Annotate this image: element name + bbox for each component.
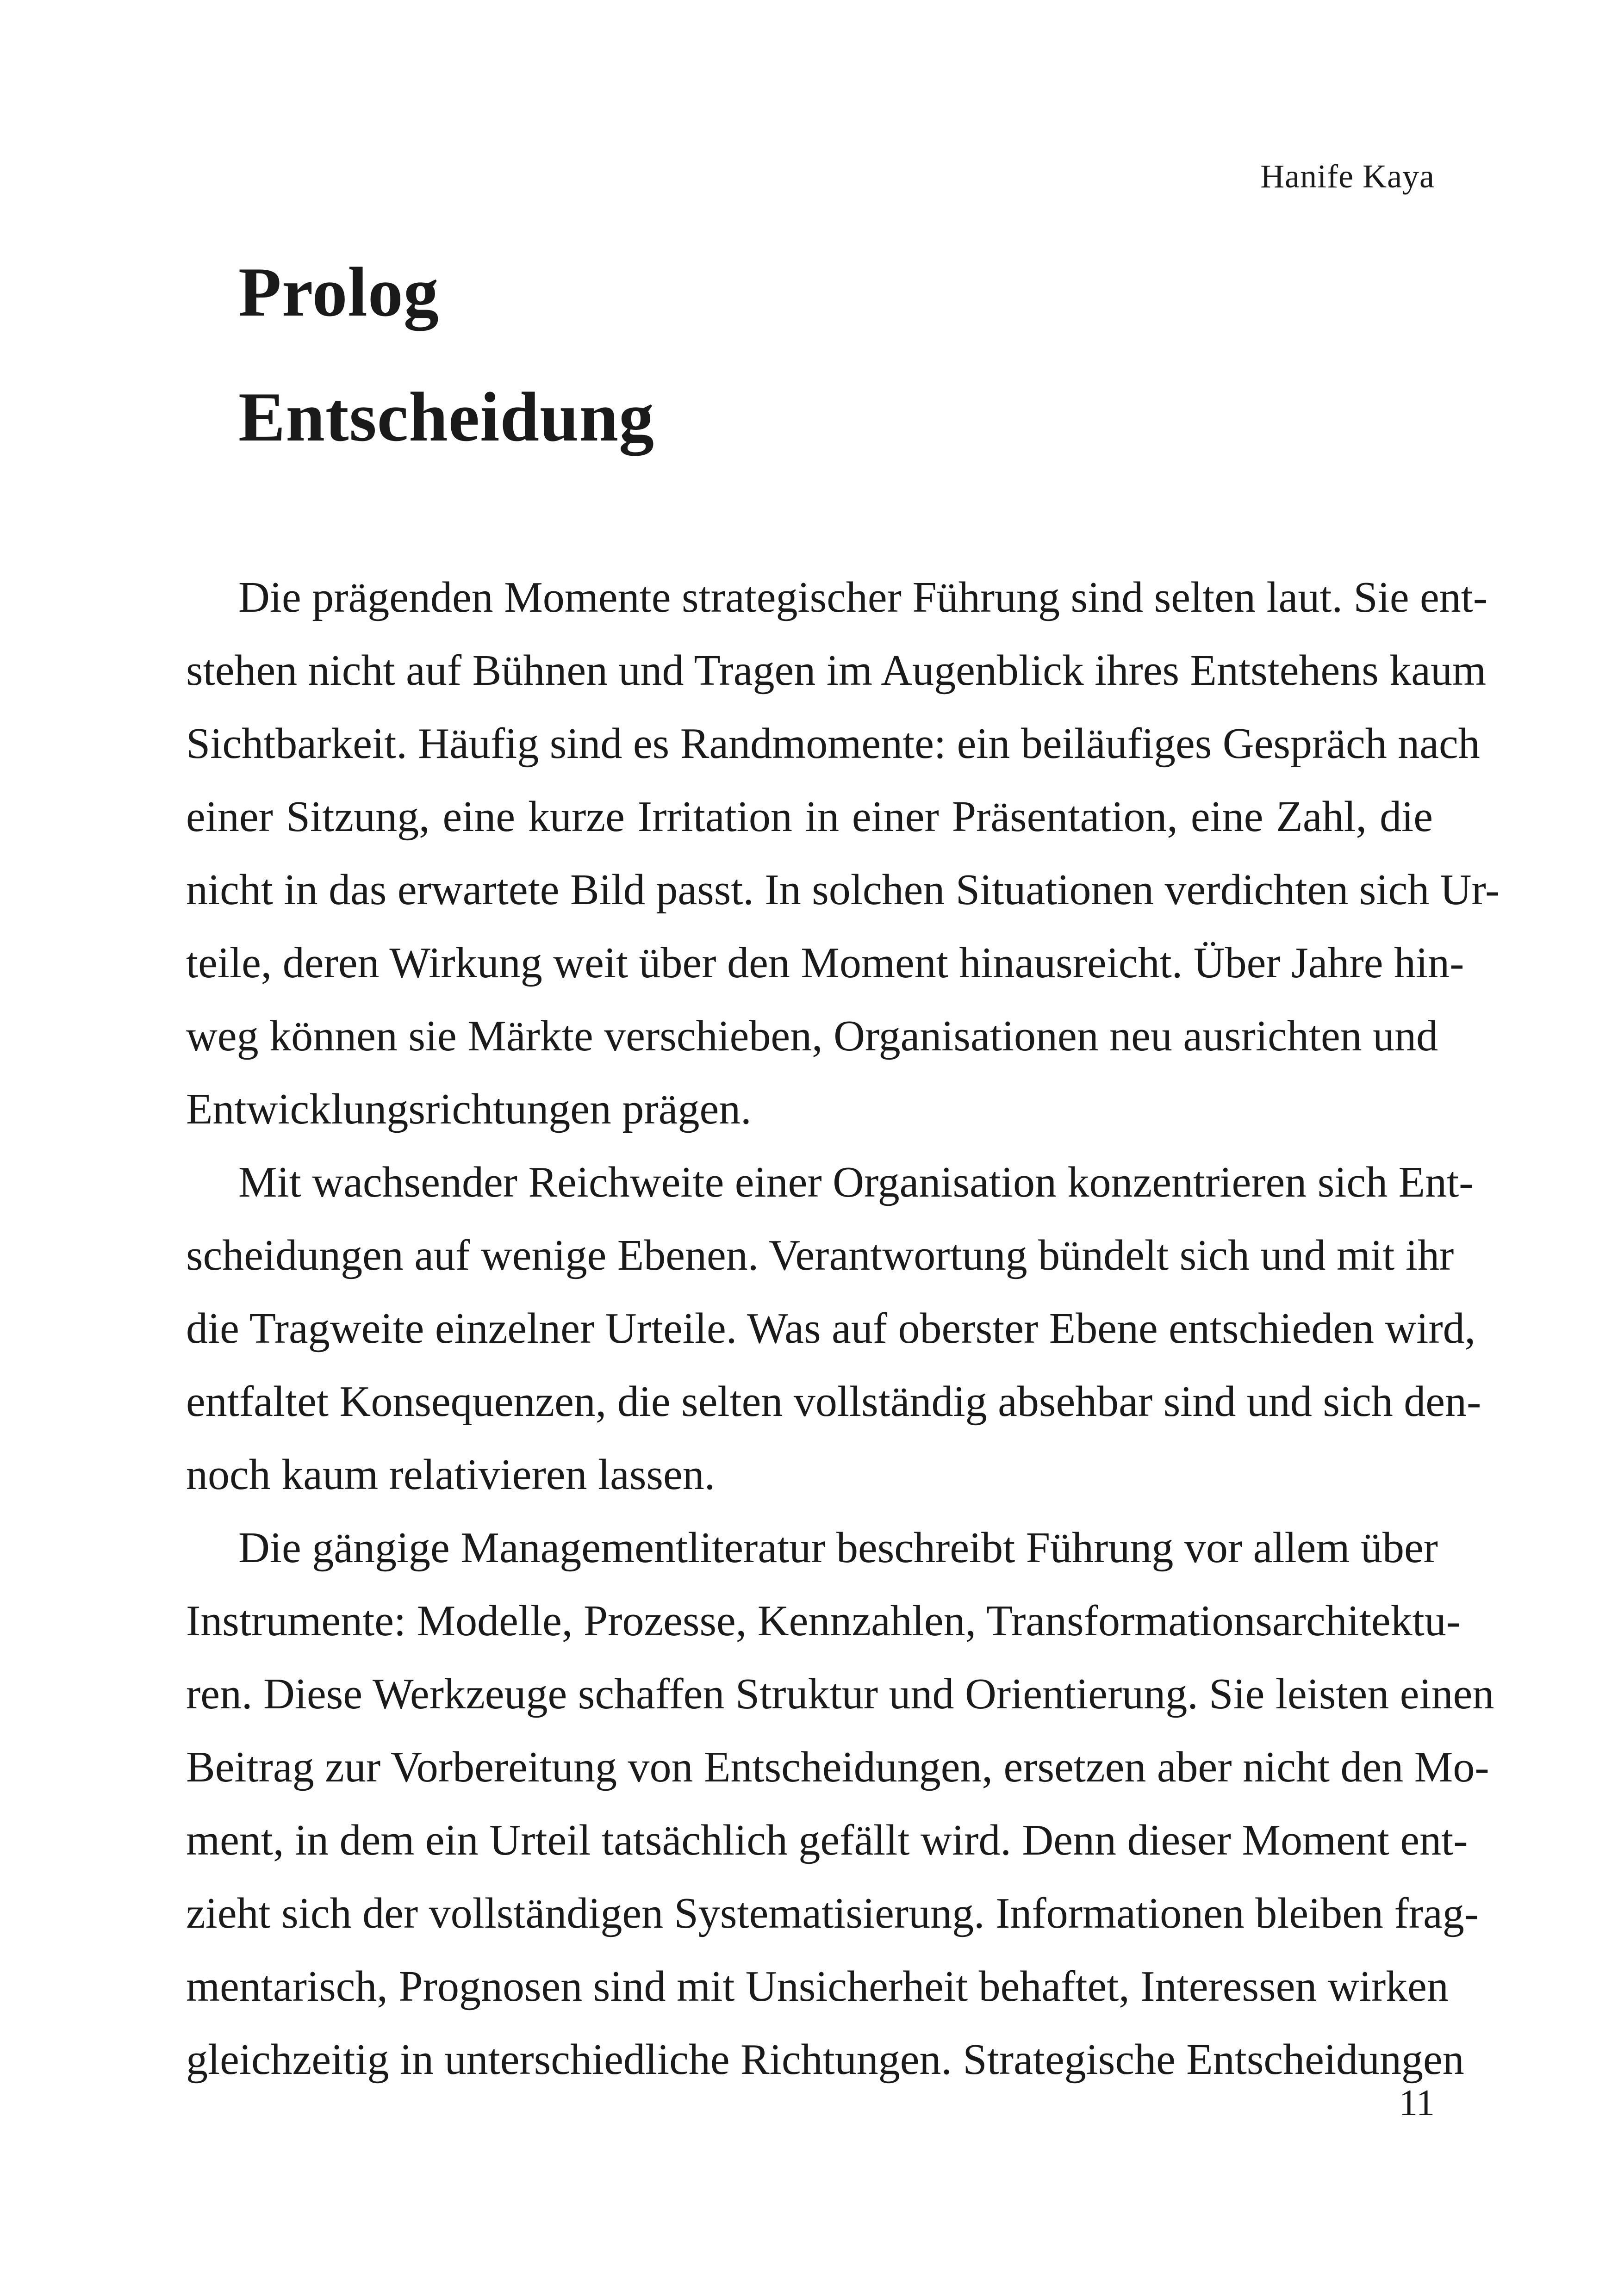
- text-line: scheidungen auf wenige Ebenen. Verantwortung bündelt sich und mit ihr: [186, 1231, 1454, 1279]
- chapter-title: Prolog: [238, 253, 439, 331]
- text-line: Sichtbarkeit. Häufig sind es Randmomente: ein beiläufiges Gespräch nach: [186, 720, 1480, 768]
- section-title: Entscheidung: [238, 378, 654, 456]
- text-line: Die gängige Managementliteratur beschreibt Führung vor allem über: [238, 1524, 1438, 1572]
- paragraph: [186, 1511, 1494, 2096]
- text-line: Entwicklungsrichtungen prägen.: [186, 1085, 752, 1133]
- chapter-titles: [238, 253, 1442, 456]
- paragraph: [186, 561, 1500, 1146]
- text-line: Beitrag zur Vorbereitung von Entscheidungen, ersetzen aber nicht den Mo-: [186, 1743, 1489, 1791]
- page-number: 11: [1399, 2083, 1435, 2123]
- text-line: stehen nicht auf Bühnen und Tragen im Augenblick ihres Entstehens kaum: [186, 646, 1487, 695]
- text-line: Instrumente: Modelle, Prozesse, Kennzahlen, Transformationsarchitektu-: [186, 1597, 1461, 1645]
- paragraph: [186, 1146, 1481, 1511]
- body-text: [186, 561, 1500, 2096]
- text-line: Die prägenden Momente strategischer Führung sind selten laut. Sie ent-: [238, 573, 1488, 621]
- text-line: entfaltet Konsequenzen, die selten vollständig absehbar sind und sich den-: [186, 1378, 1481, 1426]
- text-line: Mit wachsender Reichweite einer Organisation konzentrieren sich Ent-: [238, 1158, 1474, 1206]
- text-line: gleichzeitig in unterschiedliche Richtungen. Strategische Entscheidungen: [186, 2035, 1464, 2084]
- text-line: mentarisch, Prognosen sind mit Unsicherheit behaftet, Interessen wirken: [186, 1962, 1449, 2011]
- text-line: noch kaum relativieren lassen.: [186, 1451, 716, 1499]
- text-line: ren. Diese Werkzeuge schaffen Struktur und Orientierung. Sie leisten einen: [186, 1670, 1494, 1718]
- text-line: nicht in das erwartete Bild passt. In solchen Situationen verdichten sich Ur-: [186, 866, 1500, 914]
- text-line: ment, in dem ein Urteil tatsächlich gefällt wird. Denn dieser Moment ent-: [186, 1816, 1468, 1864]
- text-line: teile, deren Wirkung weit über den Moment hinausreicht. Über Jahre hin-: [186, 939, 1464, 987]
- text-line: zieht sich der vollständigen Systematisierung. Informationen bleiben frag-: [186, 1889, 1479, 1937]
- running-head-author: Hanife Kaya: [1260, 158, 1435, 195]
- text-line: weg können sie Märkte verschieben, Organisationen neu ausrichten und: [186, 1012, 1438, 1060]
- text-line: einer Sitzung, eine kurze Irritation in einer Präsentation, eine Zahl, die: [186, 793, 1433, 841]
- text-line: die Tragweite einzelner Urteile. Was auf oberster Ebene entschieden wird,: [186, 1304, 1476, 1353]
